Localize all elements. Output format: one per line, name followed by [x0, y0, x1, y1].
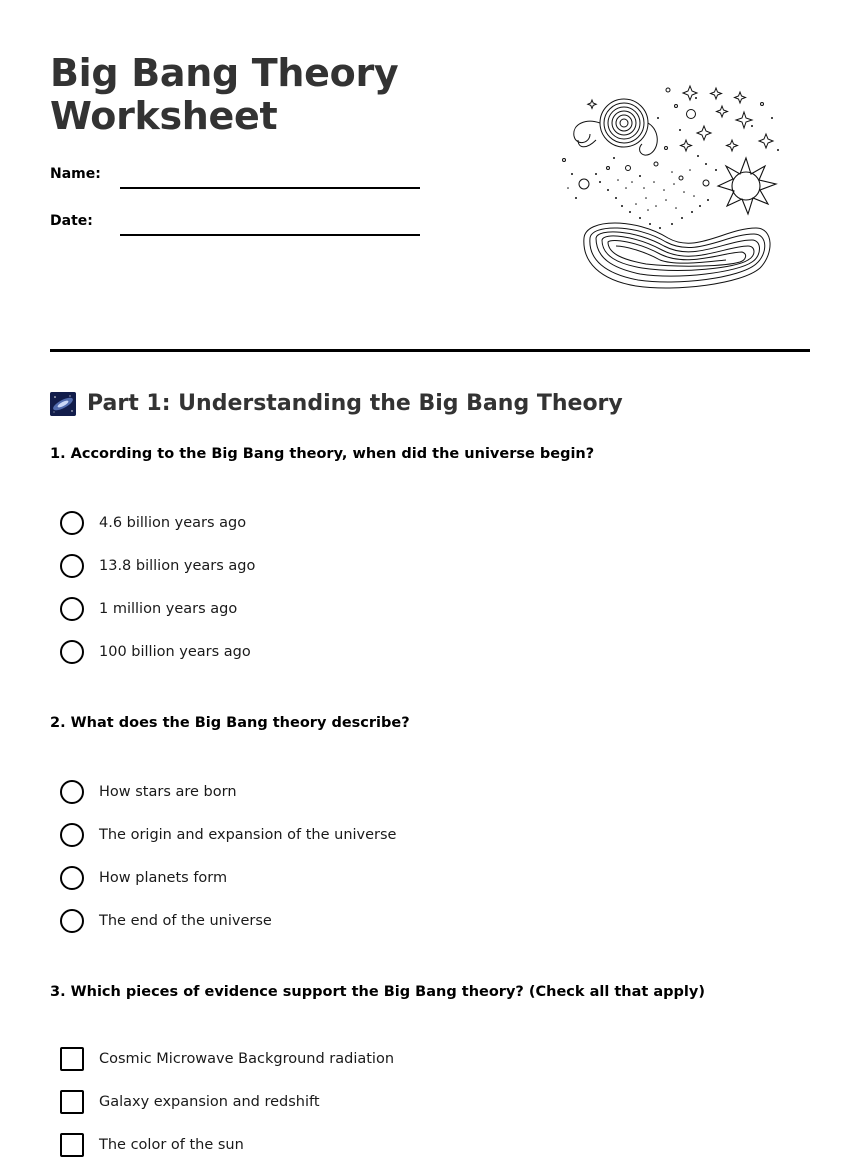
spiral-galaxy: [574, 99, 657, 155]
radio-button[interactable]: [60, 780, 84, 804]
radio-button[interactable]: [60, 866, 84, 890]
q1-option-3[interactable]: [60, 596, 237, 622]
q1-option-1[interactable]: [60, 510, 246, 536]
section-title-text: Part 1: Understanding the Big Bang Theory: [87, 391, 623, 416]
radio-button[interactable]: [60, 640, 84, 664]
title-line-1: Big Bang Theory: [50, 51, 399, 95]
question-1: 1. According to the Big Bang theory, when did the universe begin?: [50, 446, 595, 462]
option-label: 100 billion years ago: [99, 644, 251, 660]
q3-option-3[interactable]: [60, 1132, 244, 1158]
q2-option-1[interactable]: [60, 779, 237, 805]
radio-button[interactable]: [60, 554, 84, 578]
option-label: The origin and expansion of the universe: [99, 827, 397, 843]
header-divider: [50, 349, 810, 352]
page-title: [50, 52, 490, 138]
option-label: The color of the sun: [99, 1137, 244, 1153]
checkbox[interactable]: [60, 1047, 84, 1071]
q2-option-3[interactable]: [60, 865, 227, 891]
option-label: Cosmic Microwave Background radiation: [99, 1051, 395, 1067]
question-3: 3. Which pieces of evidence support the Big Bang theory? (Check all that apply): [50, 984, 705, 1000]
radio-button[interactable]: [60, 823, 84, 847]
q3-option-1[interactable]: [60, 1046, 394, 1072]
option-label: The end of the universe: [99, 913, 272, 929]
nebula: [584, 223, 770, 288]
q3-option-2[interactable]: [60, 1089, 320, 1115]
checkbox[interactable]: [60, 1090, 84, 1114]
q1-option-2[interactable]: [60, 553, 255, 579]
title-line-2: Worksheet: [50, 94, 278, 138]
radio-button[interactable]: [60, 909, 84, 933]
option-label: 13.8 billion years ago: [99, 558, 256, 574]
galaxy-icon: [50, 392, 76, 416]
name-field[interactable]: [120, 187, 420, 189]
section-title-part-1: [50, 386, 623, 422]
option-label: How stars are born: [99, 784, 237, 800]
q1-option-4[interactable]: [60, 639, 251, 665]
checkbox[interactable]: [60, 1133, 84, 1157]
option-label: Galaxy expansion and redshift: [99, 1094, 320, 1110]
q2-option-2[interactable]: [60, 822, 396, 848]
cosmos-illustration: [556, 78, 786, 294]
q2-option-4[interactable]: [60, 908, 272, 934]
radio-button[interactable]: [60, 511, 84, 535]
name-label: Name:: [50, 166, 101, 182]
date-field[interactable]: [120, 234, 420, 236]
radio-button[interactable]: [60, 597, 84, 621]
sun: [718, 158, 776, 214]
date-label: Date:: [50, 213, 93, 229]
question-2: 2. What does the Big Bang theory describe?: [50, 715, 410, 731]
option-label: 4.6 billion years ago: [99, 515, 247, 531]
option-label: 1 million years ago: [99, 601, 238, 617]
planets: [563, 88, 764, 189]
option-label: How planets form: [99, 870, 228, 886]
